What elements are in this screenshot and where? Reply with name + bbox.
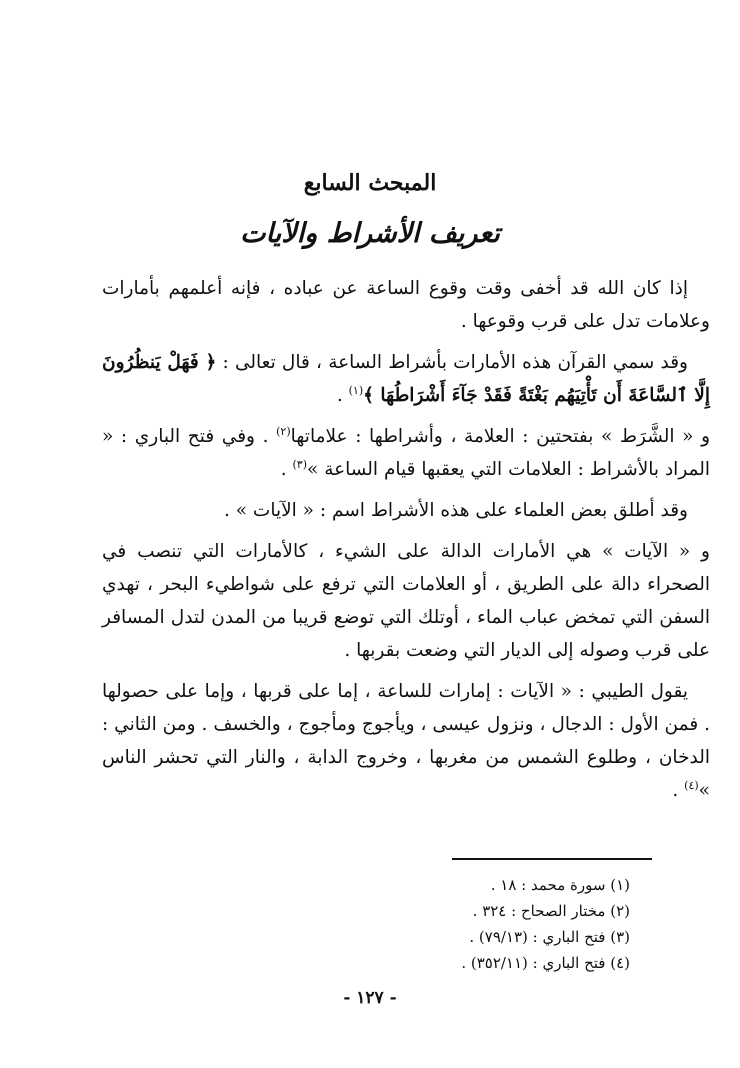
footnote-2: (٢) مختار الصحاح : ٣٢٤ . bbox=[472, 902, 630, 920]
paragraph-ayat-name bbox=[102, 494, 710, 527]
paragraph-intro bbox=[102, 272, 710, 338]
paragraph-text: يقول الطيبي : « الآيات : إمارات للساعة ، إما على قربها ، وإما على حصولها . فمن الأول : الدجال ، ونزول عيسى ، ويأجوج ومأجوج ، والخسف . ومن الثاني : الدخان ، وطلوع الشمس من مغربها ، وخروج الدابة ، والنار التي تحشر الناس » bbox=[102, 681, 710, 801]
paragraph-text: و « الشَّرَط » بفتحتين : العلامة ، وأشراطها : علاماتها bbox=[290, 426, 710, 447]
sentence-end: . bbox=[280, 459, 293, 480]
paragraph-tibi-quote bbox=[102, 675, 710, 807]
footnote-mark-4: (٤) bbox=[684, 778, 699, 792]
footnote-mark-2: (٢) bbox=[276, 424, 291, 438]
paragraph-text: . وفي فتح الباري : « المراد بالأشراط : العلامات التي يعقبها قيام الساعة » bbox=[102, 426, 710, 480]
footnote-3: (٣) فتح الباري : (٧٩/١٣) . bbox=[469, 928, 630, 946]
page-number: - ١٢٧ - bbox=[343, 988, 397, 1008]
section-subheading: تعريف الأشراط والآيات bbox=[240, 218, 500, 249]
paragraph-quran-citation bbox=[102, 346, 710, 412]
body-text bbox=[102, 272, 710, 815]
quran-verse: ﴿ فَهَلْ يَنظُرُونَ إِلَّا ٱلسَّاعَةَ أَن تَأْتِيَهُم بَغْتَةً فَقَدْ جَآءَ أَشْرَاطُهَا ﴾ bbox=[102, 352, 710, 406]
paragraph-sharat-definition bbox=[102, 420, 710, 486]
section-heading: المبحث السابع bbox=[303, 170, 437, 196]
paragraph-text: إذا كان الله قد أخفى وقت وقوع الساعة عن عباده ، فإنه أعلمهم بأمارات وعلامات تدل على قرب وقوعها . bbox=[102, 278, 710, 332]
paragraph-text: و « الآيات » هي الأمارات الدالة على الشيء ، كالأمارات التي تنصب في الصحراء دالة على الطريق ، أو العلامات التي ترفع على شواطيء البحر ، تهدي السفن التي تمخض عباب الماء ، أوتلك التي توضع قريبا من المدن لتدل المسافر على قرب وصوله إلى الديار التي وضعت بقربها . bbox=[102, 541, 710, 661]
footnotes-list bbox=[230, 872, 630, 976]
sentence-end: . bbox=[336, 385, 349, 406]
sentence-end: . bbox=[672, 780, 685, 801]
paragraph-ayat-definition bbox=[102, 535, 710, 667]
footnote-divider bbox=[452, 858, 652, 860]
footnote-4: (٤) فتح الباري : (٣٥٢/١١) . bbox=[461, 954, 630, 972]
paragraph-text: وقد أطلق بعض العلماء على هذه الأشراط اسم : « الآيات » . bbox=[223, 500, 688, 521]
footnote-1: (١) سورة محمد : ١٨ . bbox=[490, 876, 630, 894]
footnote-mark-3: (٣) bbox=[292, 457, 307, 471]
paragraph-text: وقد سمي القرآن هذه الأمارات بأشراط الساعة ، قال تعالى : bbox=[222, 352, 688, 373]
footnote-mark-1: (١) bbox=[348, 383, 364, 397]
